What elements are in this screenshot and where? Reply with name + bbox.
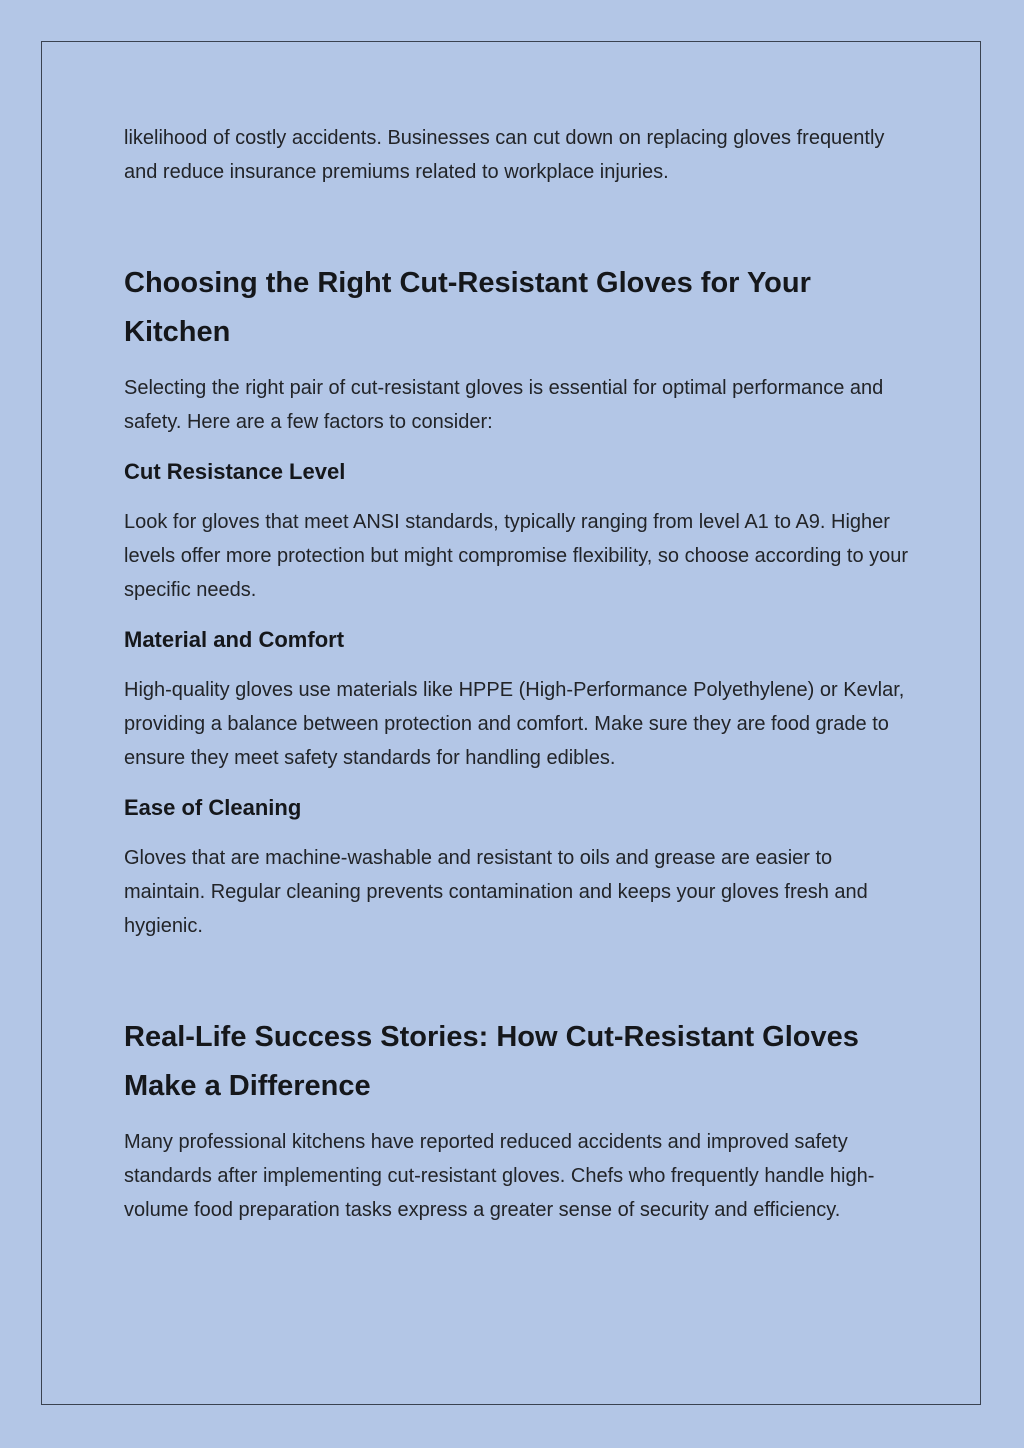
stories-paragraph: Many professional kitchens have reported reduced accidents and improved safety standards after implementing cut-resistant gloves. Chefs who frequently handle high-volume food preparation tasks express a greater sense of security and efficiency. [124, 1131, 875, 1221]
factor-text-cut-resistance: Look for gloves that meet ANSI standards, typically ranging from level A1 to A9. Higher levels offer more protection but might compromise flexibility, so choose according to your specific needs. [124, 511, 909, 601]
factor-text-material: High-quality gloves use materials like HPPE (High-Performance Polyethylene) or Kevlar, providing a balance between protection and comfort. Make sure they are food grade to ensure they meet safety standards for handling edibles. [124, 679, 905, 769]
section-heading-choosing: Choosing the Right Cut-Resistant Gloves for Your Kitchen [124, 267, 811, 348]
factor-heading-cleaning: Ease of Cleaning [124, 795, 302, 820]
intro-paragraph: likelihood of costly accidents. Businesses can cut down on replacing gloves frequently and reduce insurance premiums related to workplace injuries. [124, 127, 885, 183]
factor-text-cleaning: Gloves that are machine-washable and resistant to oils and grease are easier to maintain. Regular cleaning prevents contamination and keeps your gloves fresh and hygienic. [124, 847, 868, 937]
document-body [124, 121, 914, 1227]
factor-heading-cut-resistance: Cut Resistance Level [124, 459, 346, 484]
section-intro-paragraph: Selecting the right pair of cut-resistant gloves is essential for optimal performance and safety. Here are a few factors to consider: [124, 377, 884, 433]
factor-heading-material: Material and Comfort [124, 627, 345, 652]
section-heading-stories: Real-Life Success Stories: How Cut-Resistant Gloves Make a Difference [124, 1021, 859, 1102]
